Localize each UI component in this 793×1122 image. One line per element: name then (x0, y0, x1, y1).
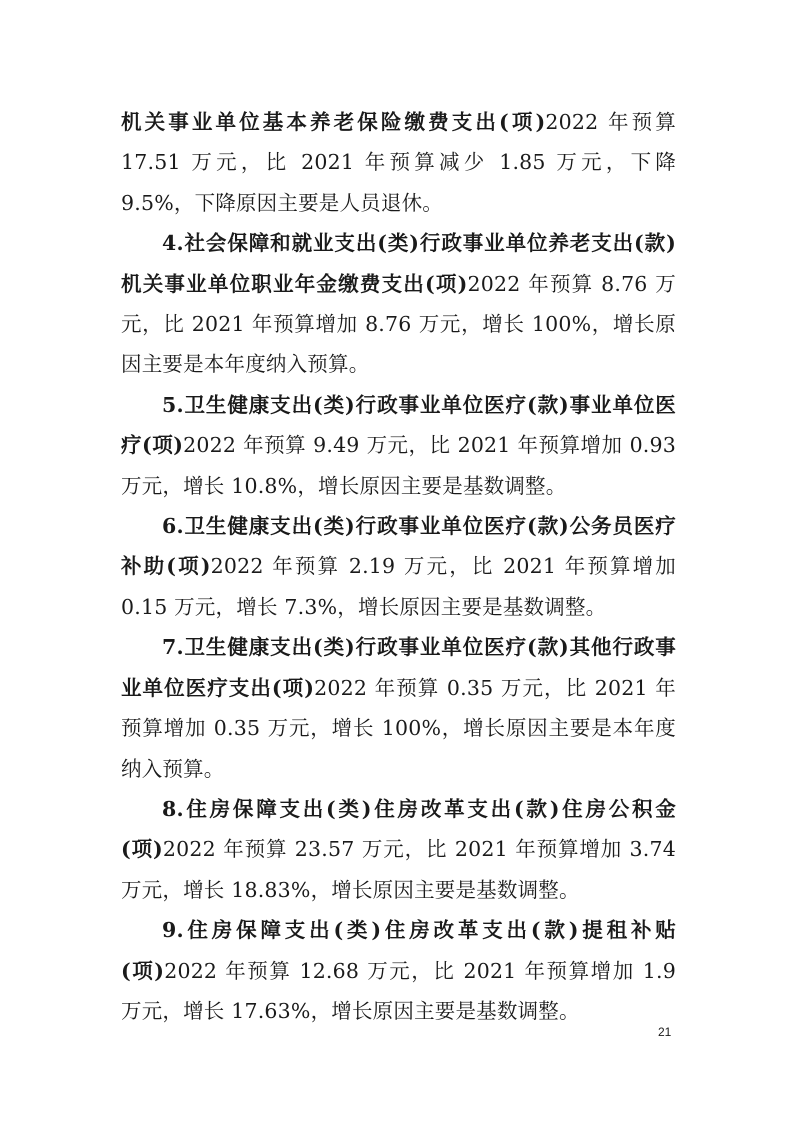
item-text: 2022 年预算 8.76 万元，比 2021 年预算增加 8.76 万元，增长 100%，增长原因主要是本年度纳入预算。 (121, 271, 676, 377)
item-heading: 7.卫生健康支出(类)行政事业单位医疗(款)其他行政事业单位医疗支出(项) (121, 635, 676, 700)
paragraph-pension-contribution-continued (121, 102, 676, 223)
document-body (121, 102, 676, 1031)
item-heading: 8.住房保障支出(类)住房改革支出(款)住房公积金(项) (121, 796, 676, 862)
paragraph-other-medical-expenses (121, 627, 676, 789)
paragraph-rent-subsidy (121, 910, 676, 1031)
item-text: 2022 年预算 2.19 万元，比 2021 年预算增加 0.15 万元，增长 7.3%，增长原因主要是基数调整。 (121, 554, 676, 619)
item-text: 2022 年预算 0.35 万元，比 2021 年预算增加 0.35 万元，增长 100%，增长原因主要是本年度纳入预算。 (121, 675, 676, 781)
paragraph-housing-provident-fund (121, 789, 676, 910)
item-heading: 机关事业单位基本养老保险缴费支出(项) (121, 110, 546, 134)
item-text: 2022 年预算 9.49 万元，比 2021 年预算增加 0.93 万元，增长 10.8%，增长原因主要是基数调整。 (121, 433, 677, 498)
item-text: 2022 年预算 17.51 万元，比 2021 年预算减少 1.85 万元，下降 9.5%，下降原因主要是人员退休。 (121, 110, 676, 215)
paragraph-public-institution-medical (121, 385, 676, 506)
item-heading: 4.社会保障和就业支出(类)行政事业单位养老支出(款)机关事业单位职业年金缴费支出(项) (121, 231, 676, 296)
item-heading: 9.住房保障支出(类)住房改革支出(款)提租补贴(项) (121, 918, 676, 983)
item-text: 2022 年预算 12.68 万元，比 2021 年预算增加 1.9 万元，增长 17.63%，增长原因主要是基数调整。 (121, 958, 677, 1023)
item-text: 2022 年预算 23.57 万元，比 2021 年预算增加 3.74 万元，增长 18.83%，增长原因主要是基数调整。 (121, 837, 676, 902)
paragraph-civil-servant-medical-subsidy (121, 506, 676, 627)
page-number: 21 (658, 1025, 672, 1039)
item-heading: 5.卫生健康支出(类)行政事业单位医疗(款)事业单位医疗(项) (121, 392, 676, 458)
paragraph-occupational-annuity (121, 223, 676, 385)
item-heading: 6.卫生健康支出(类)行政事业单位医疗(款)公务员医疗补助(项) (121, 514, 676, 579)
